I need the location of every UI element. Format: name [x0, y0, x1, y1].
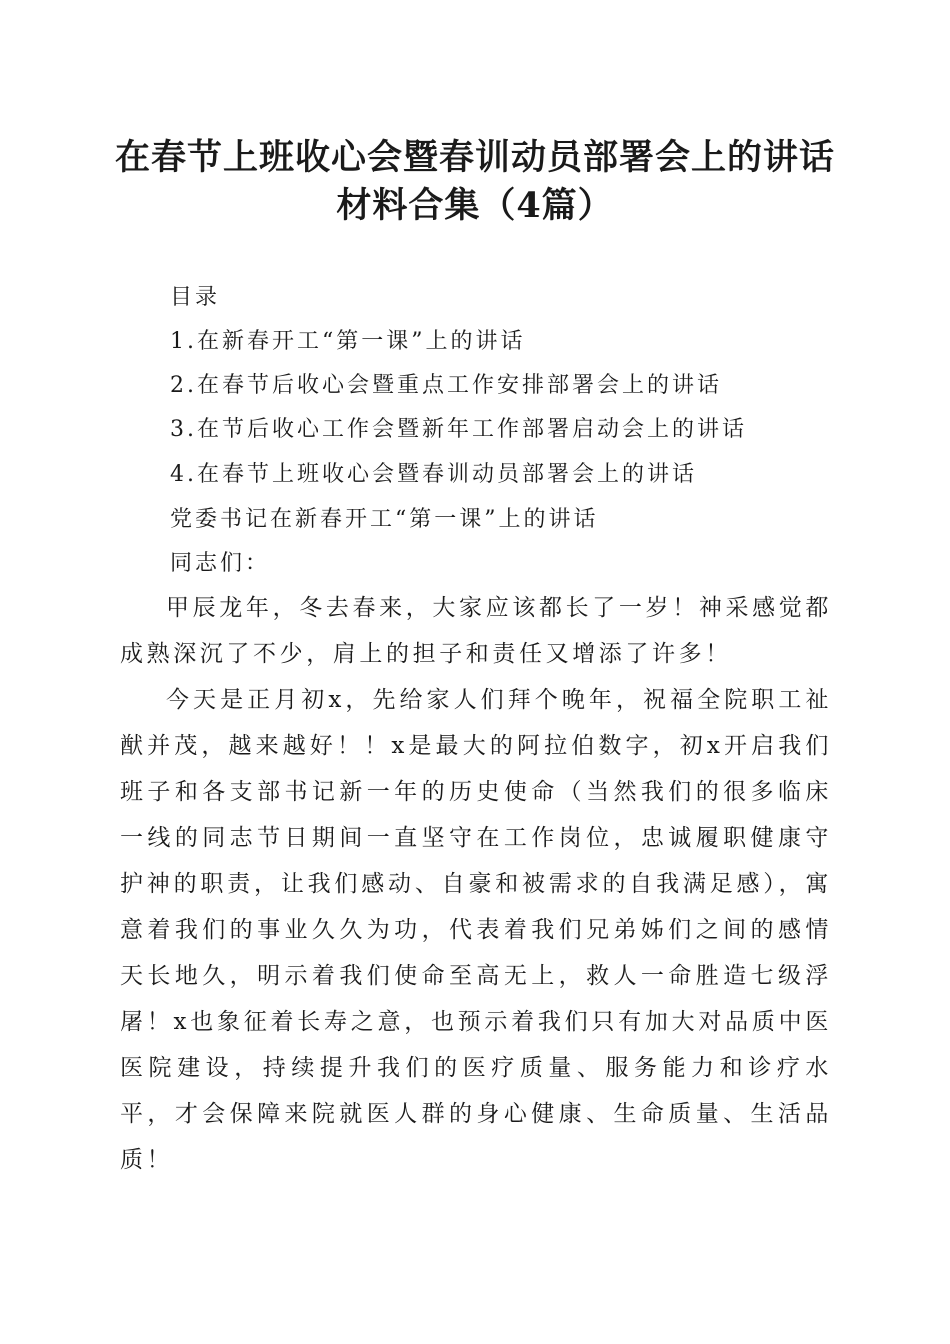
toc-item-4: 4.在春节上班收心会暨春训动员部署会上的讲话 — [170, 462, 697, 487]
paragraph-2: 今天是正月初x，先给家人们拜个晚年，祝福全院职工祉猷并茂，越来越好！！x是最大的阿拉伯数字，初x开启我们班子和各支部书记新一年的历史使命（当然我们的很多临床一线的同志节日期间一直坚守在工作岗位，忠诚履职健康守护神的职责，让我们感动、自豪和被需求的自我满足感），寓意着我们的事业久久为功，代表着我们兄弟姊们之间的感情天长地久，明示着我们使命至高无上，救人一命胜造七级浮屠！x也象征着长寿之意，也预示着我们只有加大对品质中医医院建设，持续提升我们的医疗质量、服务能力和诊疗水平，才会保障来院就医人群的身心健康、生命质量、生活品质！ — [120, 687, 832, 1173]
document-title-line-1: 在春节上班收心会暨春训动员部署会上的讲话 — [114, 137, 835, 178]
section-title: 党委书记在新春开工“第一课”上的讲话 — [170, 507, 599, 532]
paragraph-1: 甲辰龙年，冬去春来，大家应该都长了一岁！神采感觉都成熟深沉了不少，肩上的担子和责任又增添了许多！ — [120, 595, 832, 667]
document-title-line-2: 材料合集（4篇） — [336, 185, 614, 226]
toc-item-1: 1.在新春开工“第一课”上的讲话 — [170, 329, 526, 354]
toc-heading: 目录 — [170, 285, 221, 310]
toc-item-3: 3.在节后收心工作会暨新年工作部署启动会上的讲话 — [170, 417, 747, 442]
toc-item-2: 2.在春节后收心会暨重点工作安排部署会上的讲话 — [170, 373, 722, 398]
salutation: 同志们： — [170, 551, 271, 576]
body-text — [120, 585, 832, 1183]
